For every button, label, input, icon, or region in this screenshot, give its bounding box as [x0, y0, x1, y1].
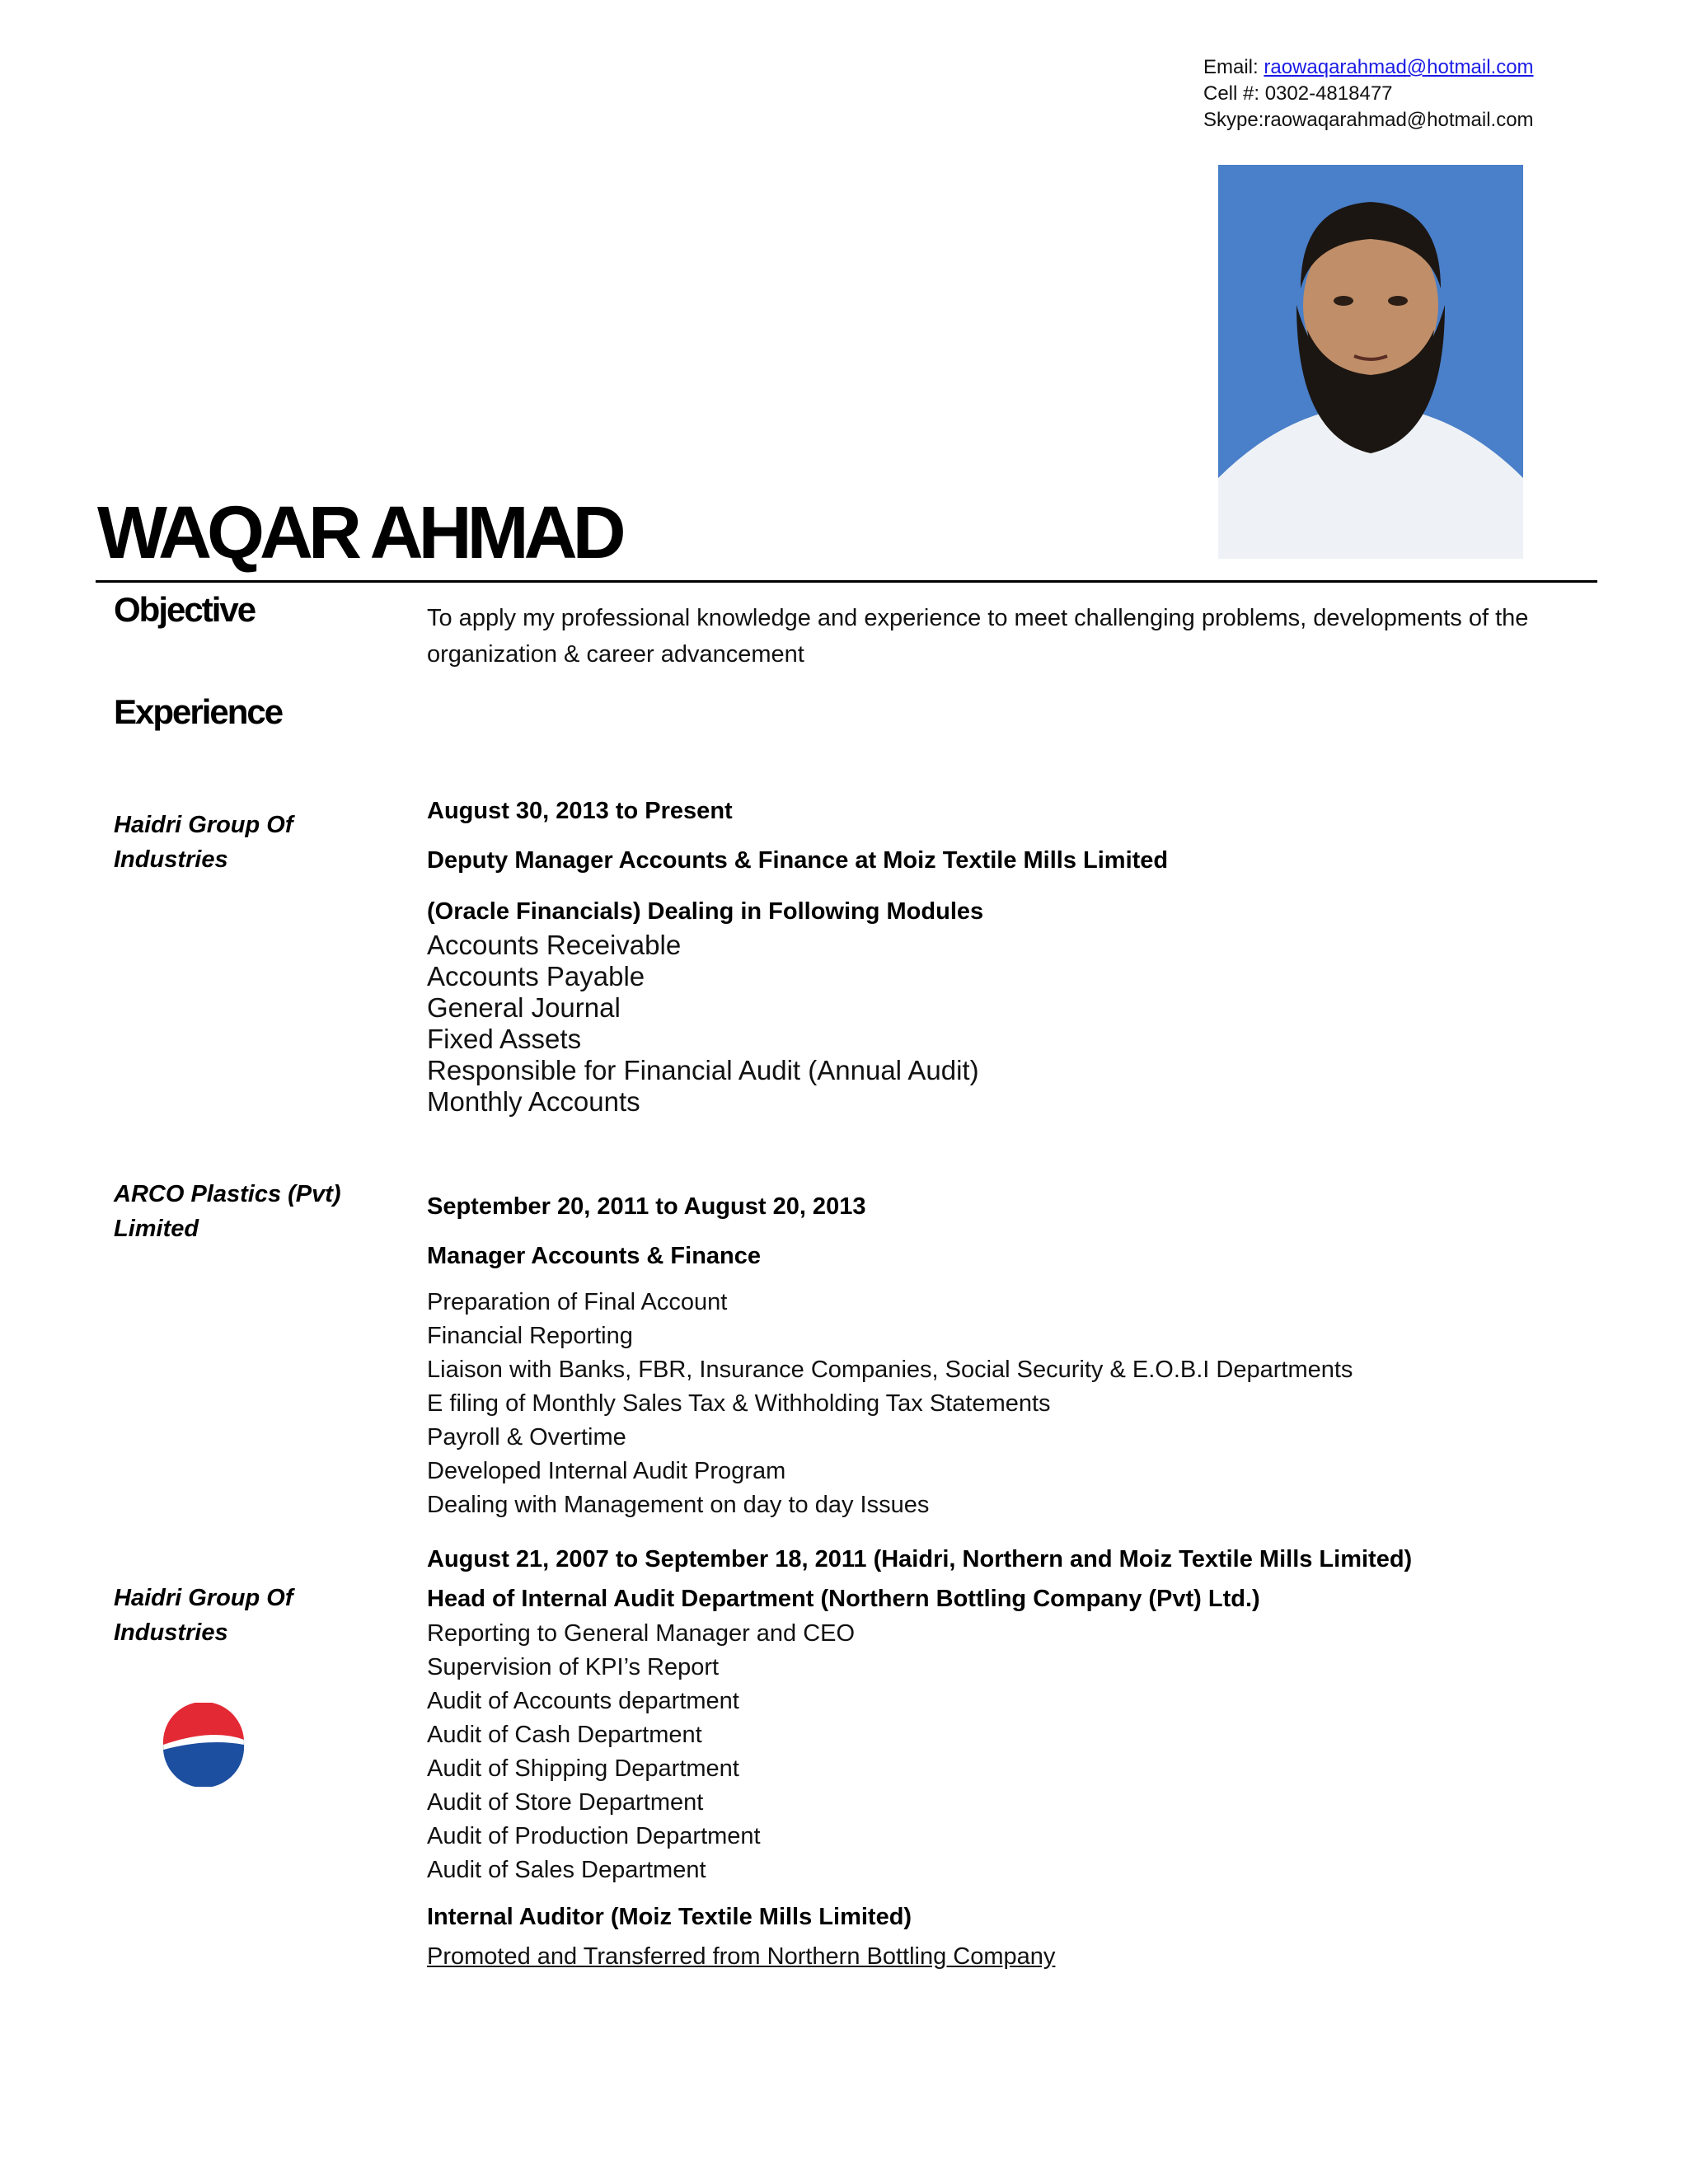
- job-1-subtitle: (Oracle Financials) Dealing in Following Modules: [427, 898, 984, 925]
- candidate-name: WAQAR AHMAD: [97, 492, 621, 574]
- list-item: Fixed Assets: [427, 1024, 582, 1054]
- email-line: [1203, 54, 1534, 81]
- job-3-title-2: Internal Auditor (Moiz Textile Mills Limited): [427, 1904, 912, 1930]
- profile-photo: [1218, 165, 1523, 559]
- job-3-note: Promoted and Transferred from Northern Bottling Company: [427, 1943, 1056, 1970]
- list-item: Developed Internal Audit Program: [427, 1458, 786, 1484]
- pepsi-logo-icon: [162, 1703, 246, 1787]
- list-item: Audit of Shipping Department: [427, 1755, 739, 1782]
- list-item: Financial Reporting: [427, 1323, 633, 1349]
- list-item: General Journal: [427, 992, 621, 1023]
- company-name-1: Haidri Group Of Industries: [114, 812, 293, 873]
- portrait-illustration: [1218, 165, 1523, 559]
- job-2-date: September 20, 2011 to August 20, 2013: [427, 1193, 866, 1220]
- list-item: Accounts Payable: [427, 961, 645, 991]
- list-item: Reporting to General Manager and CEO: [427, 1620, 856, 1647]
- list-item: Audit of Cash Department: [427, 1722, 702, 1748]
- job-2-duties: [427, 1286, 1353, 1522]
- list-item: Audit of Production Department: [427, 1823, 761, 1849]
- list-item: Accounts Receivable: [427, 930, 682, 960]
- email-label: Email:: [1203, 56, 1264, 78]
- job-1: [427, 793, 1168, 1118]
- list-item: Audit of Accounts department: [427, 1688, 739, 1714]
- list-item: Monthly Accounts: [427, 1086, 640, 1117]
- company-name-2: ARCO Plastics (Pvt) Limited: [114, 1181, 341, 1242]
- job-2: [427, 1188, 1353, 1522]
- list-item: Dealing with Management on day to day Issues: [427, 1492, 930, 1518]
- list-item: Liaison with Banks, FBR, Insurance Companies, Social Security & E.O.B.I Departments: [427, 1357, 1353, 1383]
- list-item: Responsible for Financial Audit (Annual Audit): [427, 1055, 979, 1085]
- list-item: Payroll & Overtime: [427, 1424, 626, 1451]
- objective-text: To apply my professional knowledge and experience to meet challenging problems, developments of the organization & career advancement: [427, 605, 1529, 668]
- list-item: Supervision of KPI’s Report: [427, 1654, 720, 1680]
- list-item: Preparation of Final Account: [427, 1289, 728, 1315]
- header-divider: [96, 580, 1597, 583]
- job-3-date: August 21, 2007 to September 18, 2011 (Haidri, Northern and Moiz Textile Mills Limited): [427, 1546, 1413, 1572]
- job-3-title: Head of Internal Audit Department (Northern Bottling Company (Pvt) Ltd.): [427, 1586, 1260, 1612]
- cell-line: Cell #: 0302-4818477: [1203, 82, 1393, 105]
- job-3: [427, 1541, 1412, 1973]
- list-item: E filing of Monthly Sales Tax & Withholding Tax Statements: [427, 1390, 1051, 1417]
- objective-heading: Objective: [114, 590, 256, 629]
- list-item: Audit of Sales Department: [427, 1857, 706, 1883]
- job-3-duties: [427, 1617, 1412, 1887]
- job-1-title: Deputy Manager Accounts & Finance at Moiz Textile Mills Limited: [427, 847, 1169, 874]
- contact-block: [1203, 54, 1534, 134]
- job-2-title: Manager Accounts & Finance: [427, 1243, 762, 1269]
- job-1-duties: [427, 930, 1168, 1118]
- skype-line: Skype:raowaqarahmad@hotmail.com: [1203, 109, 1534, 131]
- experience-heading: Experience: [114, 692, 283, 731]
- list-item: Audit of Store Department: [427, 1789, 704, 1816]
- company-name-3: Haidri Group Of Industries: [114, 1585, 293, 1646]
- job-1-date: August 30, 2013 to Present: [427, 798, 733, 824]
- email-link[interactable]: raowaqarahmad@hotmail.com: [1264, 56, 1534, 78]
